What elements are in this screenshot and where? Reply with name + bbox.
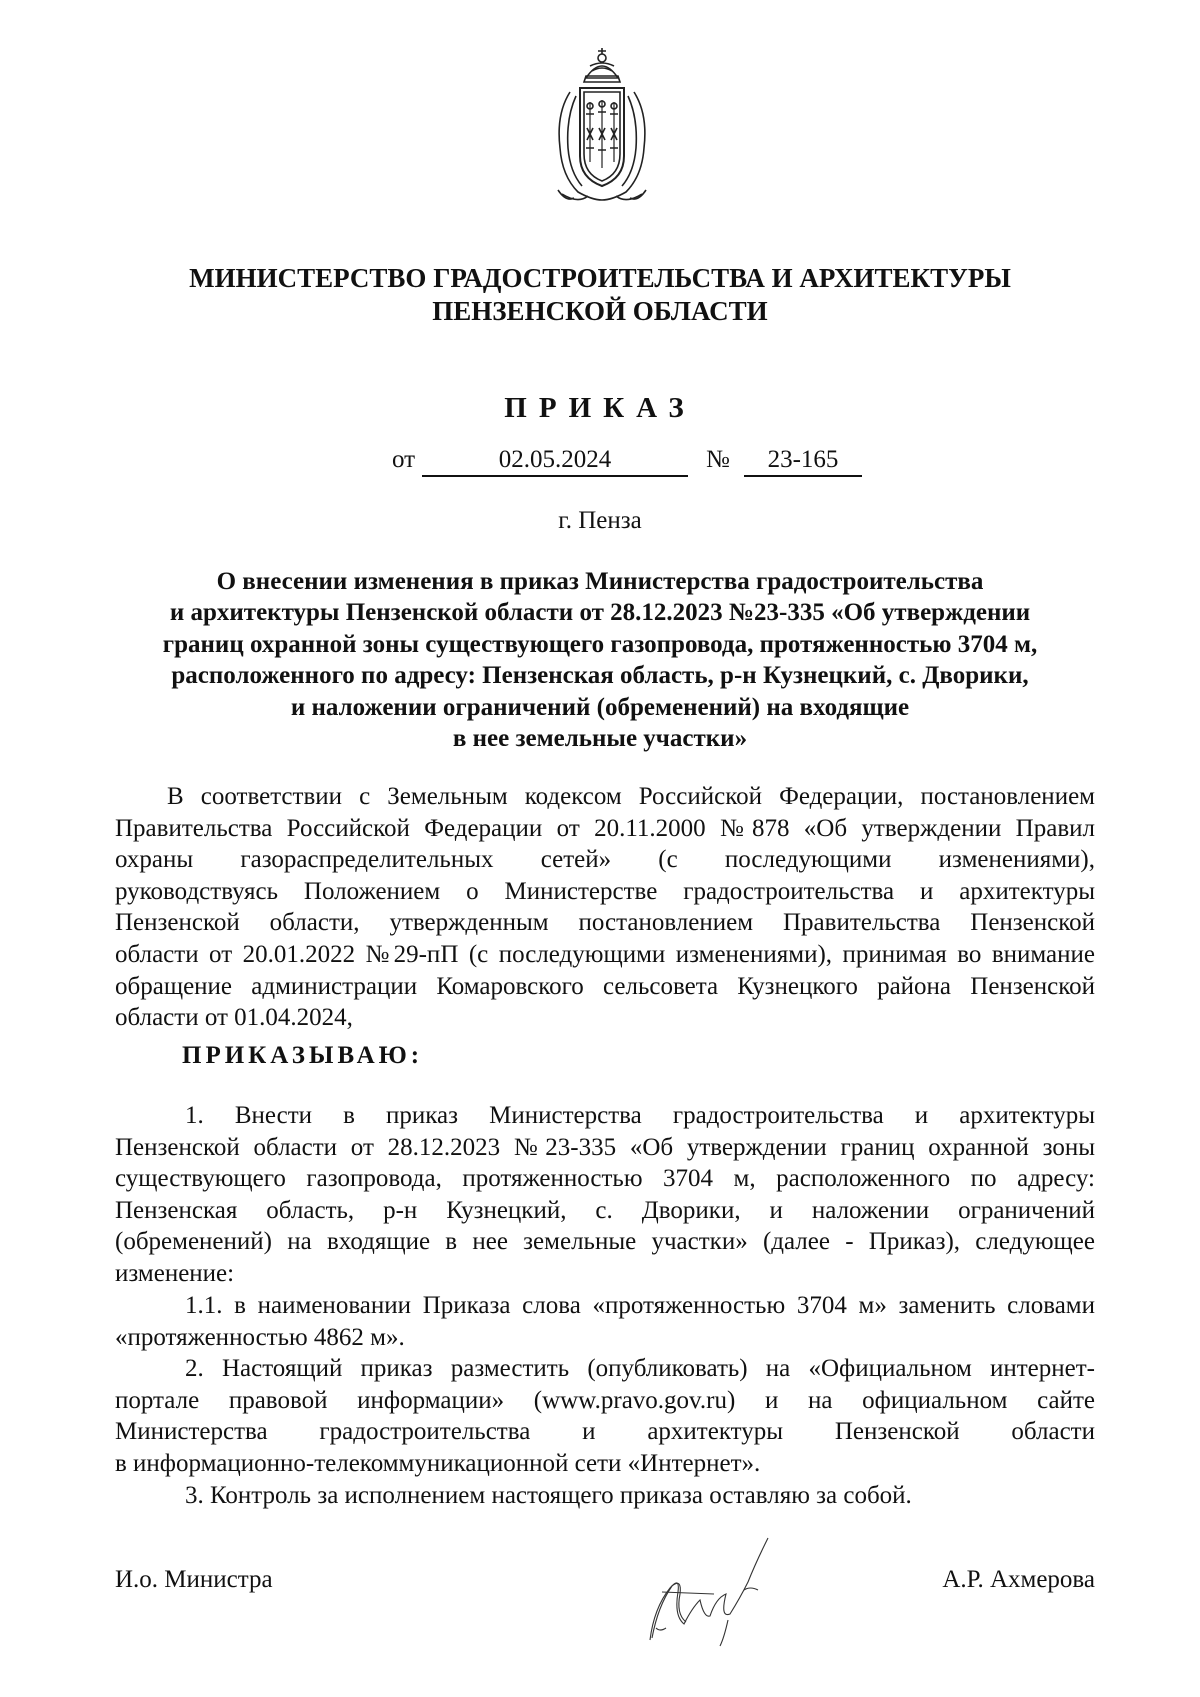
- ministry-name: [100, 262, 1100, 328]
- item-1-line: (обременений) на входящие в нее земельные участки» (далее - Приказ), следующее: [115, 1228, 1095, 1256]
- title-line: О внесении изменения в приказ Министерства градостроительства: [216, 568, 984, 595]
- title-line: и наложении ограничений (обременений) на входящие: [290, 693, 910, 721]
- title-line: в нее земельные участки»: [452, 725, 748, 753]
- item-2-line: в информационно-телекоммуникационной сети «Интернет».: [115, 1449, 761, 1477]
- city: г. Пенза: [558, 507, 642, 534]
- item-1-line: изменение:: [115, 1259, 235, 1287]
- title-line: границ охранной зоны существующего газопровода, протяженностью 3704 м,: [162, 630, 1038, 658]
- document-number: 23-165: [744, 444, 862, 477]
- document-title: [120, 566, 1080, 754]
- order-directive-word: ПРИКАЗЫВАЮ:: [182, 1042, 424, 1069]
- ministry-name-line1: МИНИСТЕРСТВО ГРАДОСТРОИТЕЛЬСТВА И АРХИТЕКТУРЫ: [189, 263, 1011, 293]
- item-1-paragraph: [115, 1100, 1095, 1290]
- date-prefix: от: [392, 446, 416, 473]
- preamble-paragraph: [115, 781, 1095, 1034]
- item-1-line: существующего газопровода, протяженностью 3704 м, расположенного по адресу:: [115, 1165, 1095, 1193]
- preamble-line: руководствуясь Положением о Министерстве градостроительства и архитектуры: [115, 877, 1095, 905]
- document-type-heading: ПРИКАЗ: [504, 392, 696, 424]
- item-1-1-line: «протяженностью 4862 м».: [115, 1323, 405, 1351]
- preamble-line: Правительства Российской Федерации от 20.11.2000 №878 «Об утверждении Правил: [115, 814, 1095, 842]
- preamble-line: Пензенской области, утвержденным постановлением Правительства Пензенской: [115, 909, 1095, 937]
- item-1-1-line: 1.1. в наименовании Приказа слова «протяженностью 3704 м» заменить словами: [185, 1292, 1095, 1319]
- preamble-line: области от 20.01.2022 №29-пП (с последующими изменениями), принимая во внимание: [115, 940, 1095, 968]
- preamble-line: обращение администрации Комаровского сельсовета Кузнецкого района Пензенской: [115, 972, 1095, 1000]
- item-1-line: Пензенской области от 28.12.2023 №23-335 «Об утверждении границ охранной зоны: [115, 1133, 1095, 1161]
- preamble-line: В соответствии с Земельным кодексом Российской Федерации, постановлением: [167, 783, 1095, 810]
- item-2-line: Министерства градостроительства и архитектуры Пензенской области: [115, 1418, 1095, 1446]
- item-2-line: 2. Настоящий приказ разместить (опубликовать) на «Официальном интернет-: [185, 1355, 1095, 1382]
- handwritten-signature: [640, 1528, 780, 1648]
- preamble-line: области от 01.04.2024,: [115, 1004, 353, 1032]
- item-3-line: 3. Контроль за исполнением настоящего приказа оставляю за собой.: [185, 1482, 912, 1509]
- title-line: и архитектуры Пензенской области от 28.12.2023 №23-335 «Об утверждении: [169, 599, 1031, 627]
- item-3-paragraph: [115, 1480, 1095, 1512]
- preamble-line: охраны газораспределительных сетей» (с последующими изменениями),: [115, 846, 1095, 874]
- item-2-line: портале правовой информации» (www.pravo.gov.ru) и на официальном сайте: [115, 1386, 1095, 1414]
- signatory-position: И.о. Министра: [115, 1566, 273, 1593]
- item-1-1-paragraph: [115, 1290, 1095, 1353]
- number-prefix: №: [706, 446, 730, 473]
- item-1-line: 1. Внести в приказ Министерства градостроительства и архитектуры: [185, 1102, 1095, 1129]
- coat-of-arms-emblem: [548, 44, 656, 206]
- signatory-name: А.Р. Ахмерова: [942, 1566, 1095, 1593]
- title-line: расположенного по адресу: Пензенская область, р-н Кузнецкий, с. Дворики,: [171, 662, 1029, 690]
- document-date: 02.05.2024: [422, 444, 688, 477]
- ministry-name-line2: ПЕНЗЕНСКОЙ ОБЛАСТИ: [432, 296, 768, 326]
- item-2-paragraph: [115, 1353, 1095, 1479]
- item-1-line: Пензенская область, р-н Кузнецкий, с. Дворики, и наложении ограничений: [115, 1196, 1095, 1224]
